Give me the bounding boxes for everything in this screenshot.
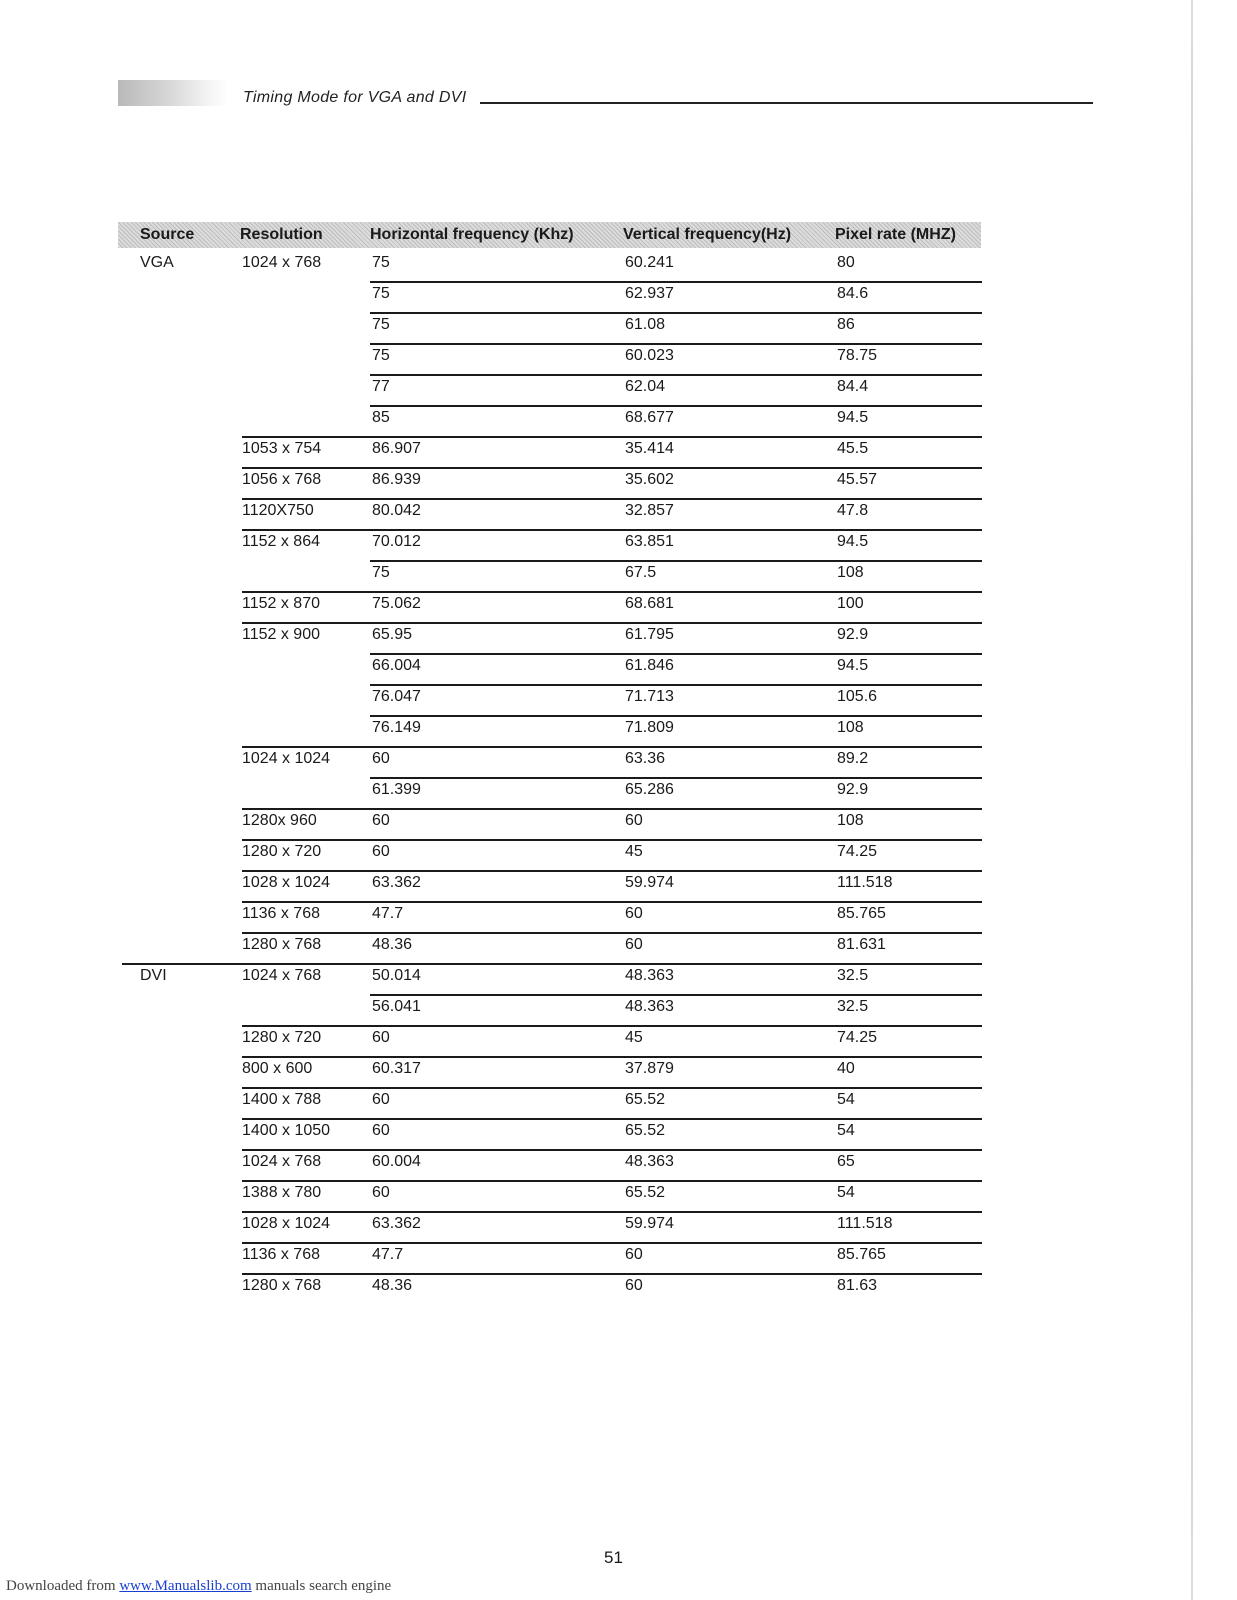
pixel-rate-cell: 94.5 xyxy=(837,409,869,426)
resolution-cell: 1388 x 780 xyxy=(242,1184,322,1201)
resolution-cell: 1024 x 768 xyxy=(242,967,322,984)
table-row xyxy=(0,531,1237,562)
pixel-rate-cell: 108 xyxy=(837,564,864,581)
horizontal-frequency-cell: 56.041 xyxy=(372,998,421,1015)
vertical-frequency-cell: 60 xyxy=(625,1246,643,1263)
vertical-frequency-cell: 65.286 xyxy=(625,781,674,798)
page-number: 51 xyxy=(604,1548,623,1567)
horizontal-frequency-cell: 75 xyxy=(372,564,390,581)
table-row xyxy=(0,1213,1237,1244)
horizontal-frequency-cell: 47.7 xyxy=(372,905,404,922)
pixel-rate-cell: 81.63 xyxy=(837,1277,878,1294)
pixel-rate-cell: 84.4 xyxy=(837,378,869,395)
table-row xyxy=(0,500,1237,531)
column-header-pixel-rate: Pixel rate (MHZ) xyxy=(835,226,956,243)
resolution-cell: 1024 x 768 xyxy=(242,1153,322,1170)
horizontal-frequency-cell: 60 xyxy=(372,812,390,829)
vertical-frequency-cell: 63.851 xyxy=(625,533,674,550)
table-row xyxy=(0,1275,1237,1306)
resolution-cell: 1280 x 720 xyxy=(242,1029,322,1046)
vertical-frequency-cell: 61.846 xyxy=(625,657,674,674)
pixel-rate-cell: 54 xyxy=(837,1091,855,1108)
resolution-cell: 1136 x 768 xyxy=(242,1246,320,1263)
resolution-cell: 1280 x 768 xyxy=(242,936,322,953)
horizontal-frequency-cell: 76.047 xyxy=(372,688,421,705)
horizontal-frequency-cell: 60 xyxy=(372,1184,390,1201)
page-edge xyxy=(1191,0,1193,1600)
horizontal-frequency-cell: 65.95 xyxy=(372,626,413,643)
vertical-frequency-cell: 35.602 xyxy=(625,471,674,488)
table-row xyxy=(0,965,1237,996)
table-row xyxy=(0,841,1237,872)
footer-prefix: Downloaded from xyxy=(6,1578,120,1594)
table-row xyxy=(0,469,1237,500)
table-row xyxy=(0,996,1237,1027)
horizontal-frequency-cell: 66.004 xyxy=(372,657,421,674)
pixel-rate-cell: 108 xyxy=(837,812,864,829)
table-row xyxy=(0,438,1237,469)
horizontal-frequency-cell: 48.36 xyxy=(372,936,413,953)
vertical-frequency-cell: 59.974 xyxy=(625,874,674,891)
pixel-rate-cell: 84.6 xyxy=(837,285,869,302)
pixel-rate-cell: 80 xyxy=(837,254,855,271)
resolution-cell: 1120X750 xyxy=(242,502,314,519)
table-row xyxy=(0,934,1237,965)
pixel-rate-cell: 92.9 xyxy=(837,626,869,643)
pixel-rate-cell: 78.75 xyxy=(837,347,878,364)
table-row xyxy=(0,252,1237,283)
pixel-rate-cell: 40 xyxy=(837,1060,855,1077)
resolution-cell: 1152 x 900 xyxy=(242,626,320,643)
vertical-frequency-cell: 45 xyxy=(625,843,643,860)
horizontal-frequency-cell: 60 xyxy=(372,750,390,767)
table-row xyxy=(0,717,1237,748)
horizontal-frequency-cell: 60 xyxy=(372,1029,390,1046)
pixel-rate-cell: 45.57 xyxy=(837,471,878,488)
source-cell: DVI xyxy=(140,967,167,984)
column-header-resolution: Resolution xyxy=(240,226,323,243)
source-cell: VGA xyxy=(140,254,174,271)
page-title: Timing Mode for VGA and DVI xyxy=(243,89,467,106)
resolution-cell: 1400 x 788 xyxy=(242,1091,322,1108)
vertical-frequency-cell: 60 xyxy=(625,812,643,829)
horizontal-frequency-cell: 75 xyxy=(372,316,390,333)
vertical-frequency-cell: 32.857 xyxy=(625,502,674,519)
table-row xyxy=(0,314,1237,345)
vertical-frequency-cell: 60.241 xyxy=(625,254,674,271)
pixel-rate-cell: 81.631 xyxy=(837,936,886,953)
vertical-frequency-cell: 62.937 xyxy=(625,285,674,302)
table-row xyxy=(0,779,1237,810)
vertical-frequency-cell: 62.04 xyxy=(625,378,666,395)
table-row xyxy=(0,376,1237,407)
table-header xyxy=(118,222,981,248)
resolution-cell: 1136 x 768 xyxy=(242,905,320,922)
horizontal-frequency-cell: 50.014 xyxy=(372,967,421,984)
table-row xyxy=(0,1058,1237,1089)
vertical-frequency-cell: 60 xyxy=(625,905,643,922)
pixel-rate-cell: 32.5 xyxy=(837,998,869,1015)
horizontal-frequency-cell: 85 xyxy=(372,409,390,426)
column-header-horizontal-frequency: Horizontal frequency (Khz) xyxy=(370,226,574,243)
pixel-rate-cell: 32.5 xyxy=(837,967,869,984)
header-decoration xyxy=(118,80,228,106)
horizontal-frequency-cell: 63.362 xyxy=(372,874,421,891)
pixel-rate-cell: 108 xyxy=(837,719,864,736)
table-row xyxy=(0,1182,1237,1213)
resolution-cell: 1280 x 720 xyxy=(242,843,322,860)
vertical-frequency-cell: 60.023 xyxy=(625,347,674,364)
pixel-rate-cell: 85.765 xyxy=(837,1246,886,1263)
table-row xyxy=(0,283,1237,314)
horizontal-frequency-cell: 60.004 xyxy=(372,1153,421,1170)
resolution-cell: 1152 x 864 xyxy=(242,533,320,550)
vertical-frequency-cell: 71.713 xyxy=(625,688,674,705)
resolution-cell: 1400 x 1050 xyxy=(242,1122,331,1139)
pixel-rate-cell: 45.5 xyxy=(837,440,869,457)
pixel-rate-cell: 85.765 xyxy=(837,905,886,922)
resolution-cell: 1053 x 754 xyxy=(242,440,322,457)
resolution-cell: 1024 x 768 xyxy=(242,254,322,271)
pixel-rate-cell: 54 xyxy=(837,1184,855,1201)
vertical-frequency-cell: 60 xyxy=(625,1277,643,1294)
table-row xyxy=(0,872,1237,903)
pixel-rate-cell: 86 xyxy=(837,316,855,333)
horizontal-frequency-cell: 76.149 xyxy=(372,719,421,736)
horizontal-frequency-cell: 61.399 xyxy=(372,781,421,798)
pixel-rate-cell: 100 xyxy=(837,595,864,612)
table-row xyxy=(0,624,1237,655)
vertical-frequency-cell: 68.681 xyxy=(625,595,674,612)
table-row xyxy=(0,1027,1237,1058)
pixel-rate-cell: 47.8 xyxy=(837,502,869,519)
column-header-vertical-frequency: Vertical frequency(Hz) xyxy=(623,226,792,243)
footer-link[interactable]: www.Manualslib.com xyxy=(119,1578,252,1594)
horizontal-frequency-cell: 60.317 xyxy=(372,1060,421,1077)
vertical-frequency-cell: 48.363 xyxy=(625,967,674,984)
pixel-rate-cell: 92.9 xyxy=(837,781,869,798)
pixel-rate-cell: 105.6 xyxy=(837,688,878,705)
pixel-rate-cell: 111.518 xyxy=(837,874,893,891)
table-row xyxy=(0,686,1237,717)
resolution-cell: 1280 x 768 xyxy=(242,1277,322,1294)
vertical-frequency-cell: 60 xyxy=(625,936,643,953)
resolution-cell: 1056 x 768 xyxy=(242,471,322,488)
vertical-frequency-cell: 65.52 xyxy=(625,1184,666,1201)
table-row xyxy=(0,1089,1237,1120)
pixel-rate-cell: 54 xyxy=(837,1122,855,1139)
horizontal-frequency-cell: 60 xyxy=(372,1091,390,1108)
resolution-cell: 1028 x 1024 xyxy=(242,874,331,891)
horizontal-frequency-cell: 70.012 xyxy=(372,533,421,550)
table-row xyxy=(0,655,1237,686)
column-header-source: Source xyxy=(140,226,195,243)
table-row xyxy=(0,593,1237,624)
header-rule xyxy=(480,102,1093,104)
resolution-cell: 1028 x 1024 xyxy=(242,1215,331,1232)
horizontal-frequency-cell: 86.939 xyxy=(372,471,421,488)
horizontal-frequency-cell: 63.362 xyxy=(372,1215,421,1232)
vertical-frequency-cell: 48.363 xyxy=(625,998,674,1015)
pixel-rate-cell: 74.25 xyxy=(837,843,878,860)
horizontal-frequency-cell: 75.062 xyxy=(372,595,421,612)
horizontal-frequency-cell: 60 xyxy=(372,843,390,860)
table-row xyxy=(0,748,1237,779)
resolution-cell: 1152 x 870 xyxy=(242,595,320,612)
vertical-frequency-cell: 61.795 xyxy=(625,626,674,643)
table-row xyxy=(0,562,1237,593)
horizontal-frequency-cell: 75 xyxy=(372,254,390,271)
pixel-rate-cell: 74.25 xyxy=(837,1029,878,1046)
footer xyxy=(6,1578,391,1595)
vertical-frequency-cell: 68.677 xyxy=(625,409,674,426)
vertical-frequency-cell: 48.363 xyxy=(625,1153,674,1170)
resolution-cell: 800 x 600 xyxy=(242,1060,313,1077)
vertical-frequency-cell: 61.08 xyxy=(625,316,666,333)
vertical-frequency-cell: 71.809 xyxy=(625,719,674,736)
horizontal-frequency-cell: 80.042 xyxy=(372,502,421,519)
table-row xyxy=(0,1244,1237,1275)
table-row xyxy=(0,903,1237,934)
pixel-rate-cell: 94.5 xyxy=(837,657,869,674)
vertical-frequency-cell: 67.5 xyxy=(625,564,657,581)
footer-suffix: manuals search engine xyxy=(251,1578,392,1594)
pixel-rate-cell: 65 xyxy=(837,1153,855,1170)
table-row xyxy=(0,1120,1237,1151)
table-row xyxy=(0,407,1237,438)
horizontal-frequency-cell: 86.907 xyxy=(372,440,421,457)
vertical-frequency-cell: 65.52 xyxy=(625,1091,666,1108)
table-row xyxy=(0,810,1237,841)
horizontal-frequency-cell: 47.7 xyxy=(372,1246,404,1263)
horizontal-frequency-cell: 48.36 xyxy=(372,1277,413,1294)
horizontal-frequency-cell: 60 xyxy=(372,1122,390,1139)
table-row xyxy=(0,345,1237,376)
horizontal-frequency-cell: 75 xyxy=(372,285,390,302)
vertical-frequency-cell: 45 xyxy=(625,1029,643,1046)
horizontal-frequency-cell: 77 xyxy=(372,378,390,395)
vertical-frequency-cell: 59.974 xyxy=(625,1215,674,1232)
vertical-frequency-cell: 37.879 xyxy=(625,1060,674,1077)
resolution-cell: 1280x 960 xyxy=(242,812,317,829)
vertical-frequency-cell: 35.414 xyxy=(625,440,674,457)
resolution-cell: 1024 x 1024 xyxy=(242,750,331,767)
pixel-rate-cell: 111.518 xyxy=(837,1215,893,1232)
vertical-frequency-cell: 63.36 xyxy=(625,750,666,767)
pixel-rate-cell: 94.5 xyxy=(837,533,869,550)
horizontal-frequency-cell: 75 xyxy=(372,347,390,364)
pixel-rate-cell: 89.2 xyxy=(837,750,869,767)
table-row xyxy=(0,1151,1237,1182)
vertical-frequency-cell: 65.52 xyxy=(625,1122,666,1139)
